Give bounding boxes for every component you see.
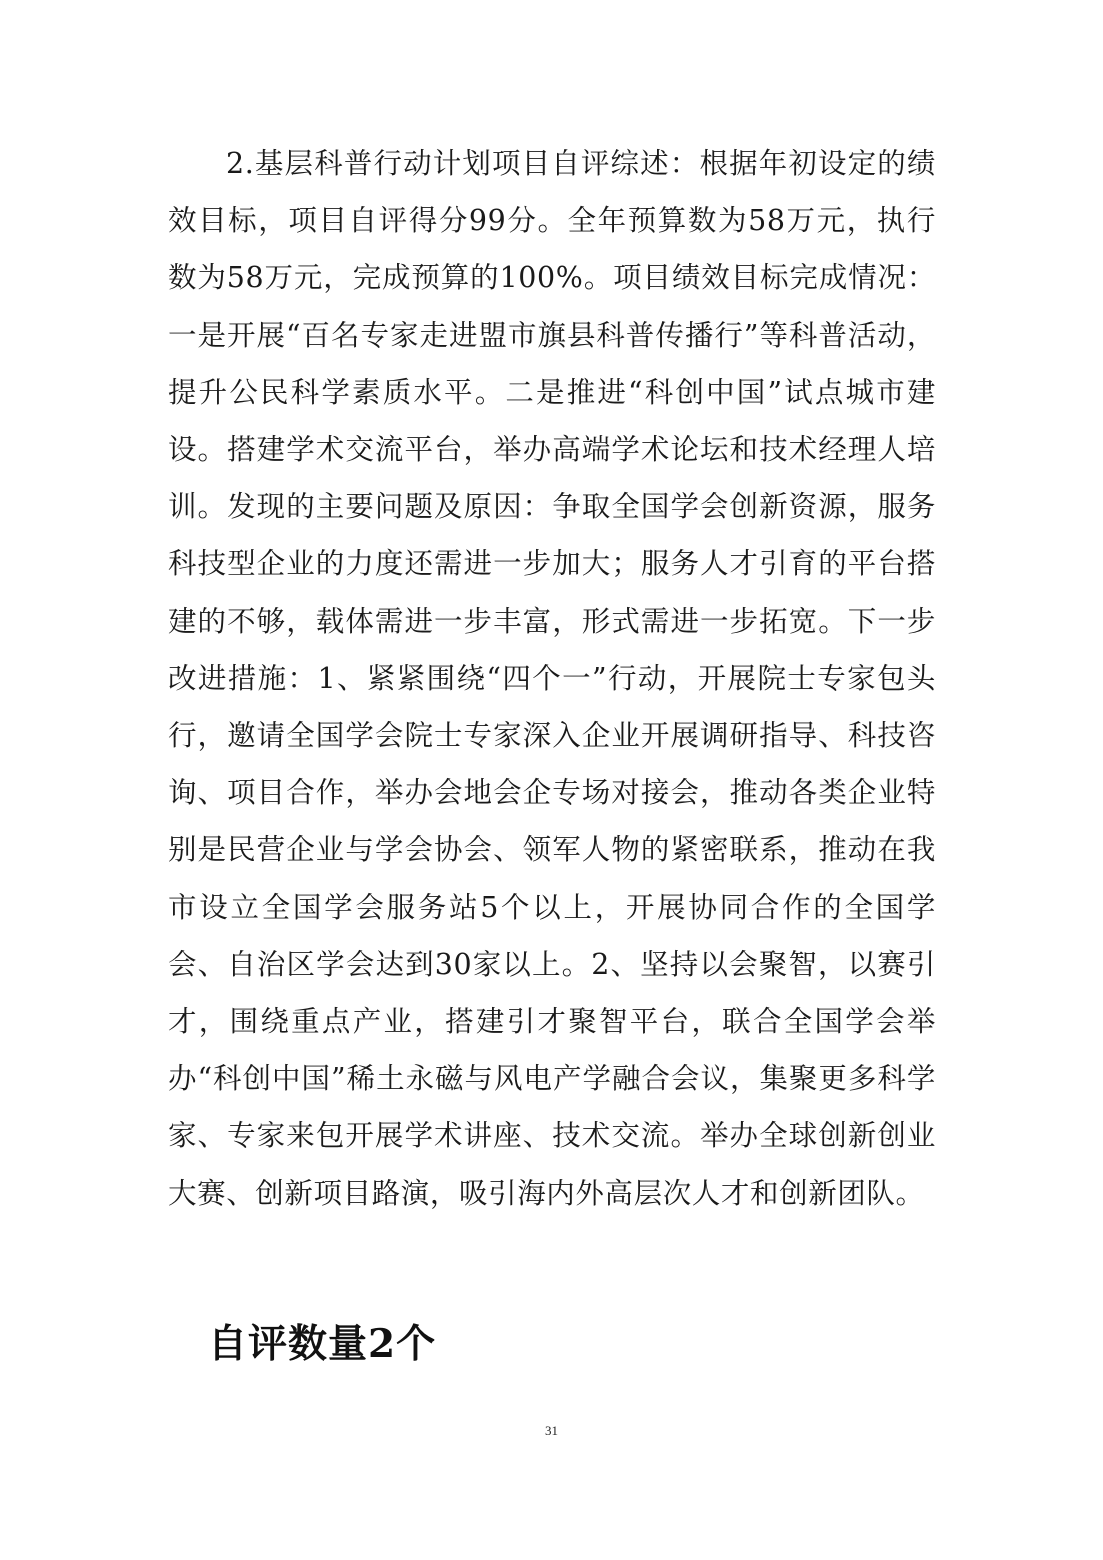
section-heading: 自评数量2个 xyxy=(208,1321,437,1367)
body-paragraph: 2.基层科普行动计划项目自评综述：根据年初设定的绩效目标，项目自评得分99分。全年预算数为58万元，执行数为58万元，完成预算的100%。项目绩效目标完成情况：一是开展“百名专家走进盟市旗县科普传播行”等科普活动，提升公民科学素质水平。二是推进“科创中国”试点城市建设。搭建学术交流平台，举办高端学术论坛和技术经理人培训。发现的主要问题及原因：争取全国学会创新资源，服务科技型企业的力度还需进一步加大；服务人才引育的平台搭建的不够，载体需进一步丰富，形式需进一步拓宽。下一步改进措施：1、紧紧围绕“四个一”行动，开展院士专家包头行，邀请全国学会院士专家深入企业开展调研指导、科技咨询、项目合作，举办会地会企专场对接会，推动各类企业特别是民营企业与学会协会、领军人物的紧密联系，推动在我市设立全国学会服务站5个以上，开展协同合作的全国学会、自治区学会达到30家以上。2、坚持以会聚智，以赛引才，围绕重点产业，搭建引才聚智平台，联合全国学会举办“科创中国”稀土永磁与风电产学融合会议，集聚更多科学家、专家来包开展学术讲座、技术交流。举办全球创新创业大赛、创新项目路演，吸引海内外高层次人才和创新团队。 xyxy=(168,147,936,1210)
page-number: 31 xyxy=(545,1423,558,1438)
